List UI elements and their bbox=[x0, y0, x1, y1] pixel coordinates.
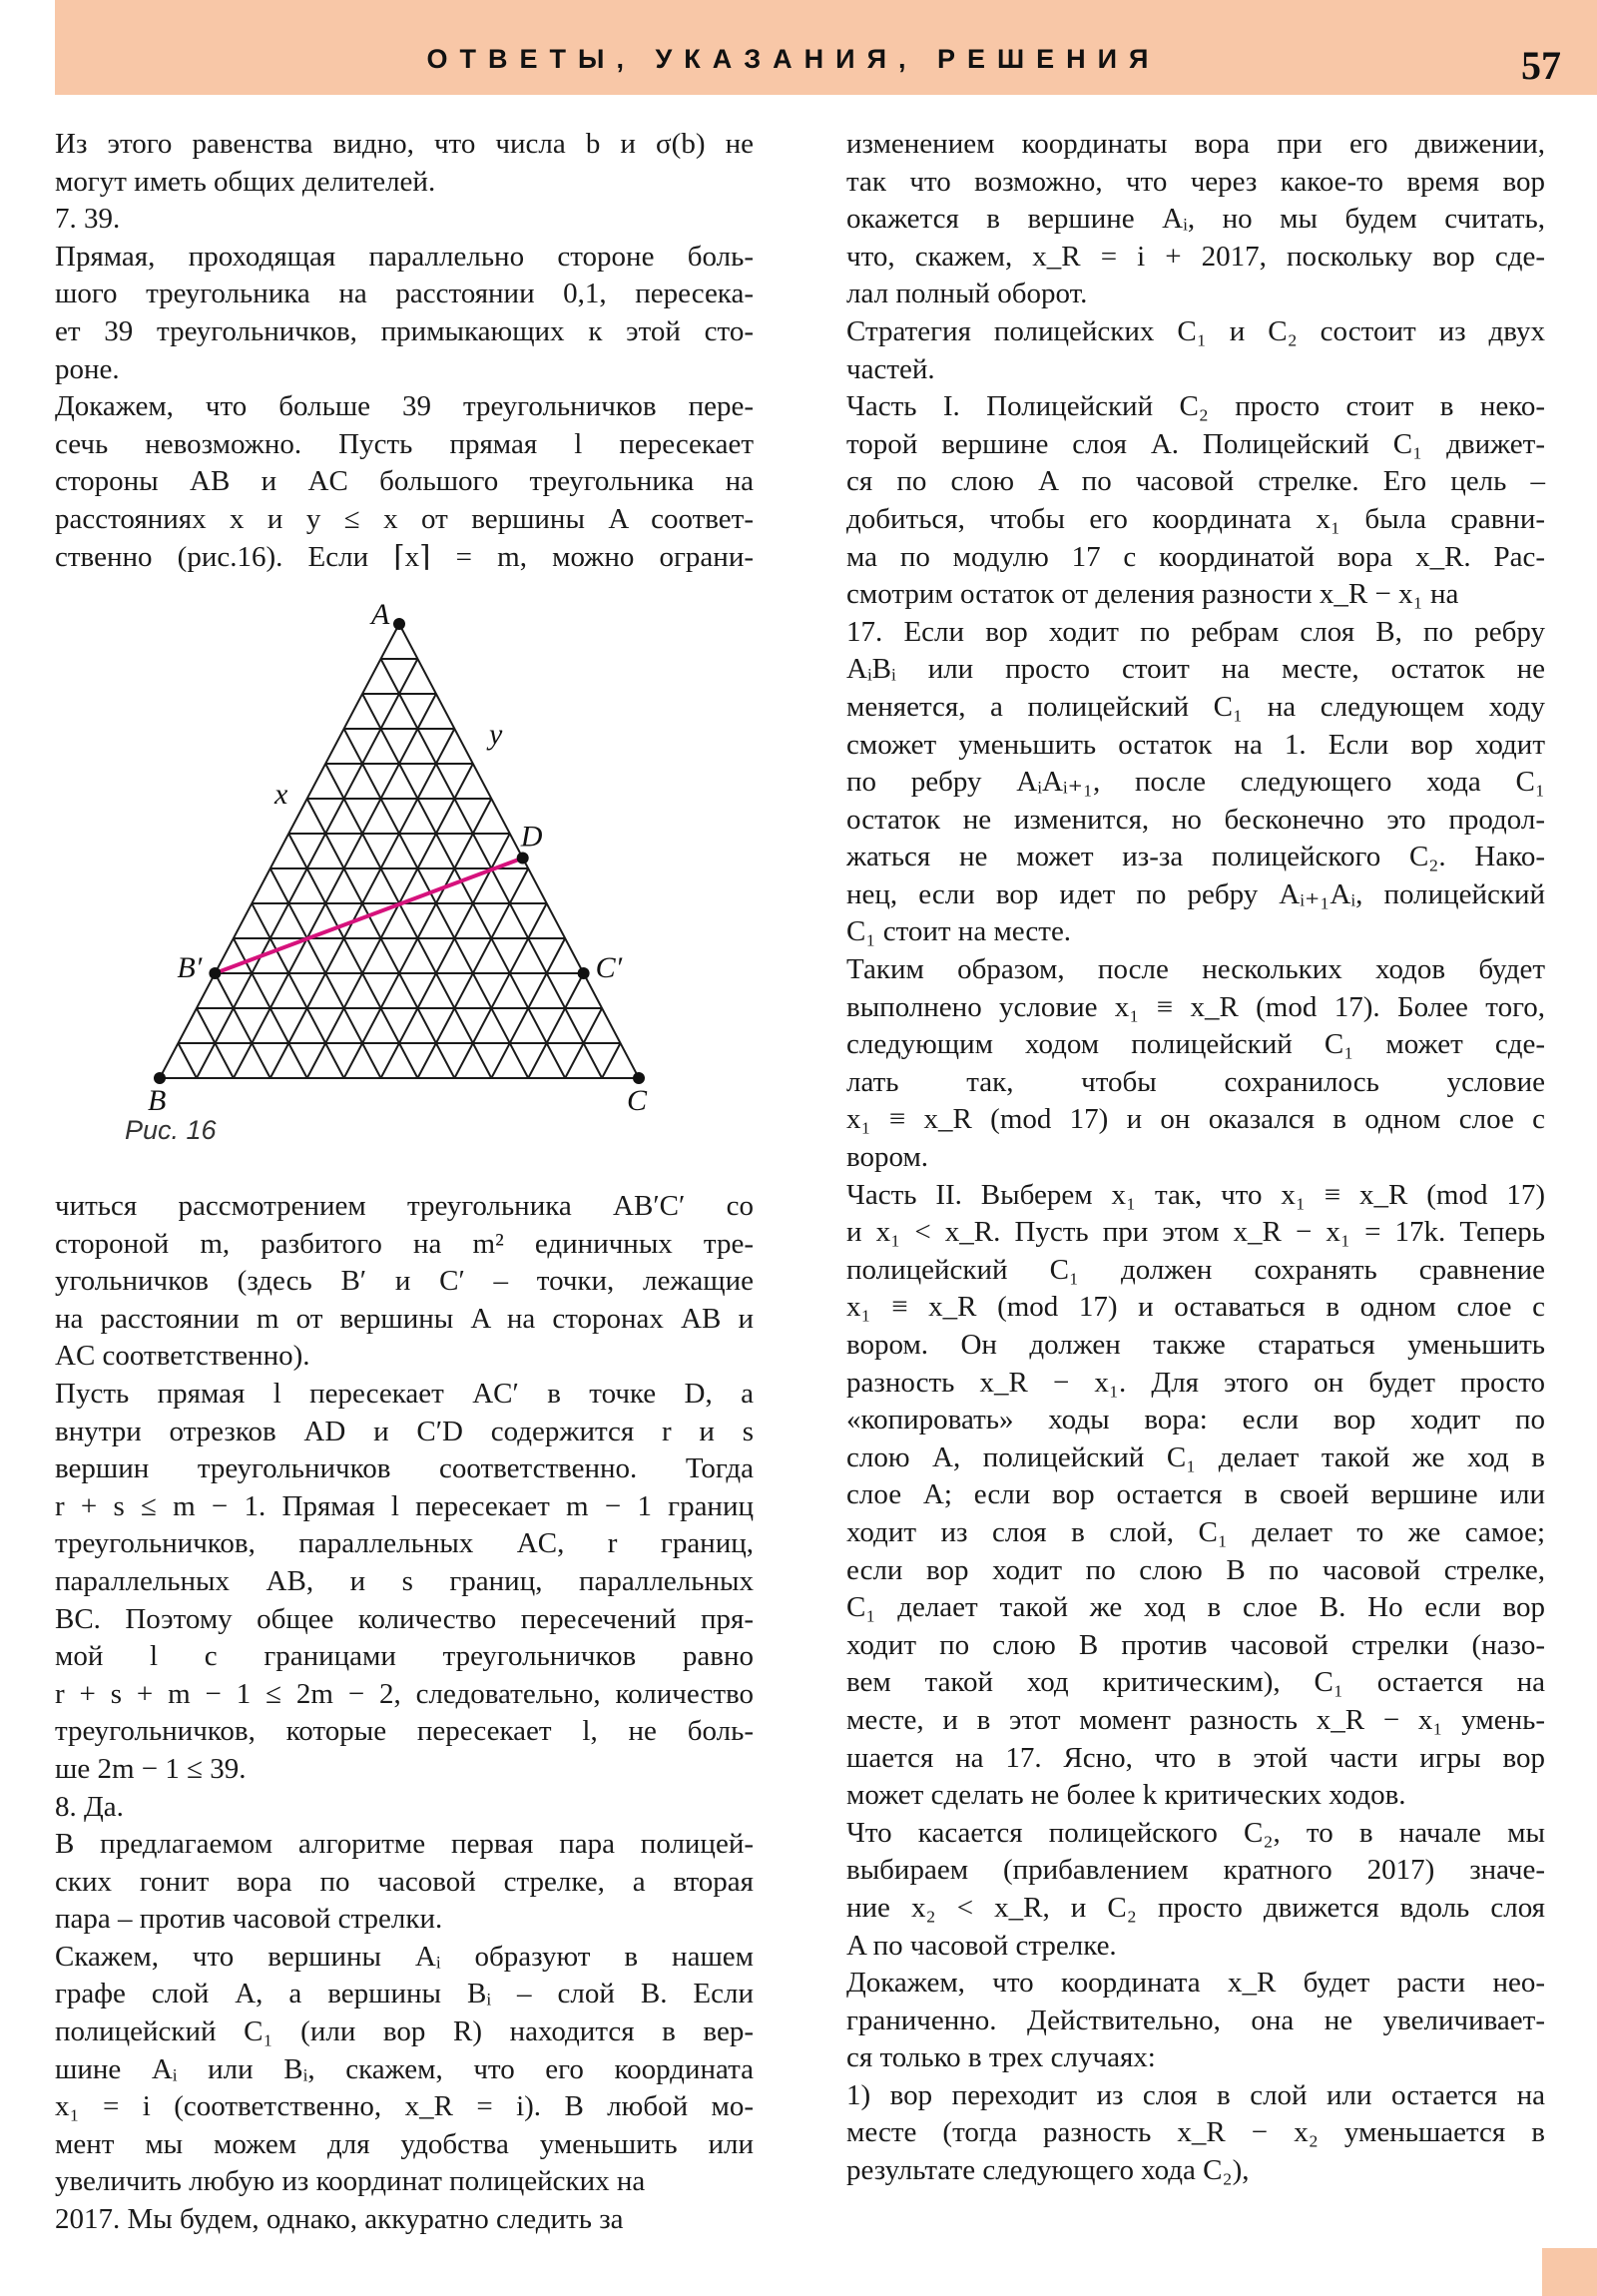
text-line: Стратегия полицейских C₁ и C₂ состоит из двух bbox=[846, 314, 1545, 347]
text-line: C₁ делает такой же ход в слое B. Но если вор bbox=[846, 1591, 1545, 1624]
text-line: ше 2m − 1 ≤ 39. bbox=[55, 1752, 247, 1785]
text-line: 7. 39. bbox=[55, 203, 121, 236]
grid-line bbox=[602, 1043, 620, 1078]
triangle-grid-diagram bbox=[120, 594, 719, 1113]
text-line: изменением координаты вора при его движении, bbox=[846, 128, 1545, 160]
text-line: ходит из слоя в слой, C₁ делает то же самое; bbox=[846, 1515, 1545, 1548]
label-x: x bbox=[274, 778, 288, 811]
label-C: C bbox=[627, 1084, 648, 1113]
text-line: слою A, полицейский C₁ делает такой же ход в bbox=[846, 1440, 1545, 1473]
text-line: добиться, чтобы его координата x₁ была сравни- bbox=[846, 502, 1545, 535]
text-line: 1) вор переходит из слоя в слой или остается на bbox=[846, 2078, 1545, 2111]
text-line: выбираем (прибавлением кратного 2017) значе- bbox=[846, 1854, 1545, 1887]
text-line: x₁ ≡ x_R (mod 17) и он оказался в одном слое с bbox=[846, 1103, 1545, 1136]
label-C-prime: C′ bbox=[595, 951, 623, 984]
text-line: ет 39 треугольничков, примыкающих к этой сто- bbox=[55, 314, 754, 347]
text-line: внутри отрезков AD и C′D содержится r и s bbox=[55, 1415, 754, 1447]
text-line: роне. bbox=[55, 352, 120, 385]
text-line: ственно (рис.16). Если ⌈x⌉ = m, можно ограни- bbox=[55, 540, 754, 573]
text-line: лал полный оборот. bbox=[846, 278, 1088, 310]
grid-line bbox=[178, 1043, 196, 1078]
text-line: полицейский C₁ должен сохранять сравнение bbox=[846, 1253, 1545, 1286]
text-line: Таким образом, после нескольких ходов будет bbox=[846, 953, 1545, 986]
text-line: Докажем, что больше 39 треугольничков пере- bbox=[55, 390, 754, 423]
text-line: Пусть прямая l пересекает AC′ в точке D, а bbox=[55, 1377, 754, 1410]
text-line: расстояниях x и y ≤ x от вершины A соответ- bbox=[55, 502, 754, 535]
text-line: частей. bbox=[846, 352, 935, 385]
grid-line bbox=[307, 764, 473, 1078]
text-line: результате следующего хода C₂), bbox=[846, 2154, 1250, 2187]
text-line: C₁ стоит на месте. bbox=[846, 915, 1072, 948]
header-title: ОТВЕТЫ, УКАЗАНИЯ, РЕШЕНИЯ bbox=[426, 44, 1161, 74]
text-line: смотрим остаток от деления разности x_R − x₁ на bbox=[846, 578, 1459, 611]
text-line: шине Aᵢ или Bᵢ, скажем, что его координата bbox=[55, 2052, 754, 2085]
text-line: ся по слою A по часовой стрелке. Его цель – bbox=[846, 465, 1545, 498]
text-line: мент мы можем для удобства уменьшить или bbox=[55, 2127, 754, 2160]
text-line: по ребру AᵢAᵢ₊₁, после следующего хода C₁ bbox=[846, 766, 1545, 799]
text-line: Часть II. Выберем x₁ так, что x₁ ≡ x_R (mod 17) bbox=[846, 1178, 1545, 1211]
text-line: слое A; если вор остается в своей вершине или bbox=[846, 1478, 1545, 1511]
text-line: сечь невозможно. Пусть прямая l пересекает bbox=[55, 427, 754, 460]
text-line: ских гонит вора по часовой стрелке, а вторая bbox=[55, 1865, 754, 1898]
point-B bbox=[154, 1072, 166, 1084]
page-number: 57 bbox=[1521, 43, 1561, 88]
grid-line bbox=[362, 694, 565, 1078]
label-B: B bbox=[148, 1084, 167, 1113]
text-line: окажется в вершине Aᵢ, но мы будем считать, bbox=[846, 203, 1545, 236]
text-line: торой вершине слоя A. Полицейский C₁ движет- bbox=[846, 427, 1545, 460]
text-line: x₁ ≡ x_R (mod 17) и оставаться в одном слое с bbox=[846, 1291, 1545, 1324]
text-line: треугольничков, параллельных AC, r границ, bbox=[55, 1527, 754, 1560]
text-line: может сделать не более k критических ходов. bbox=[846, 1779, 1406, 1812]
text-line: на расстоянии m от вершины A на сторонах AB и bbox=[55, 1302, 754, 1335]
text-line: разность x_R − x₁. Для этого он будет просто bbox=[846, 1366, 1545, 1399]
text-line: выполнено условие x₁ ≡ x_R (mod 17). Более того, bbox=[846, 990, 1545, 1023]
text-line: ма по модулю 17 с координатой вора x_R. Рас- bbox=[846, 540, 1545, 573]
text-line: шается на 17. Ясно, что в этой части игры вор bbox=[846, 1741, 1545, 1774]
text-line: графе слой A, а вершины Bᵢ – слой B. Если bbox=[55, 1978, 754, 2010]
text-line: полицейский C₁ (или вор R) находится в вер- bbox=[55, 2015, 754, 2048]
text-line: меняется, а полицейский C₁ на следующем ходу bbox=[846, 690, 1545, 723]
point-C-prime bbox=[578, 967, 590, 979]
text-line: r + s + m − 1 ≤ 2m − 2, следовательно, количество bbox=[55, 1677, 754, 1710]
text-line: x₁ = i (соответственно, x_R = i). В любой мо- bbox=[55, 2090, 754, 2123]
grid-line bbox=[399, 624, 639, 1078]
text-line: Что касается полицейского C₂, то в начале мы bbox=[846, 1816, 1545, 1849]
label-D: D bbox=[520, 820, 543, 854]
point-A bbox=[393, 618, 405, 630]
text-line: ние x₂ < x_R, и C₂ просто движется вдоль слоя bbox=[846, 1891, 1545, 1924]
text-line: стороной m, разбитого на m² единичных тре- bbox=[55, 1227, 754, 1260]
label-A: A bbox=[371, 598, 390, 631]
label-B-prime: B′ bbox=[177, 951, 203, 984]
text-line: что, скажем, x_R = i + 2017, поскольку вор сде- bbox=[846, 240, 1545, 273]
grid-line bbox=[454, 903, 546, 1078]
text-line: мой l с границами треугольничков равно bbox=[55, 1640, 754, 1673]
text-line: если вор ходит по слою B по часовой стрелке, bbox=[846, 1553, 1545, 1586]
text-line: нец, если вор идет по ребру Aᵢ₊₁Aᵢ, полицейский bbox=[846, 877, 1545, 910]
text-line: Скажем, что вершины Aᵢ образуют в нашем bbox=[55, 1940, 754, 1973]
text-line: граниченно. Действительно, она не увеличивает- bbox=[846, 2004, 1545, 2036]
text-line: ся только в трех случаях: bbox=[846, 2041, 1156, 2074]
text-line: читься рассмотрением треугольника AB′C′ со bbox=[55, 1190, 754, 1222]
grid-line bbox=[234, 694, 436, 1078]
text-line: r + s ≤ m − 1. Прямая l пересекает m − 1 границ bbox=[55, 1489, 754, 1522]
text-line: стороны AB и AC большого треугольника на bbox=[55, 465, 754, 498]
text-line: 17. Если вор ходит по ребрам слоя B, по ребру bbox=[846, 615, 1545, 648]
grid-line bbox=[288, 834, 417, 1078]
text-line: 2017. Мы будем, однако, аккуратно следить за bbox=[55, 2203, 624, 2236]
text-line: увеличить любую из координат полицейских на bbox=[55, 2165, 646, 2198]
point-D bbox=[517, 853, 529, 864]
text-line: шого треугольника на расстоянии 0,1, пересека- bbox=[55, 278, 754, 310]
text-line: ходит по слою B против часовой стрелки (назо- bbox=[846, 1628, 1545, 1661]
text-line: треугольничков, которые пересекает l, не боль- bbox=[55, 1715, 754, 1748]
left-column-top bbox=[55, 126, 754, 576]
text-line: 8. Да. bbox=[55, 1790, 124, 1823]
text-line: BC. Поэтому общее количество пересечений пря- bbox=[55, 1602, 754, 1635]
text-line: параллельных AB, и s границ, параллельных bbox=[55, 1564, 754, 1597]
text-line: лать так, чтобы сохранилось условие bbox=[846, 1065, 1545, 1098]
text-line: месте, и в этот момент разность x_R − x₁ умень- bbox=[846, 1703, 1545, 1736]
text-line: Прямая, проходящая параллельно стороне боль- bbox=[55, 240, 754, 273]
text-line: вором. Он должен также стараться уменьшить bbox=[846, 1329, 1545, 1361]
text-line: сможет уменьшить остаток на 1. Если вор ходит bbox=[846, 728, 1545, 761]
page-corner-tab bbox=[1542, 2248, 1597, 2296]
grid-line bbox=[160, 624, 399, 1078]
text-line: вершин треугольничков соответственно. Тогда bbox=[55, 1452, 754, 1485]
text-line: Часть I. Полицейский C₂ просто стоит в неко- bbox=[846, 390, 1545, 423]
point-B-prime bbox=[209, 967, 221, 979]
figure-caption: Рис. 16 bbox=[125, 1115, 217, 1145]
text-line: остаток не изменится, но бесконечно это продол- bbox=[846, 803, 1545, 836]
text-line: AᵢBᵢ или просто стоит на месте, остаток не bbox=[846, 653, 1545, 686]
text-line: «копировать» ходы вора: если вор ходит по bbox=[846, 1404, 1545, 1436]
text-line: жаться не может из-за полицейского C₂. Нако- bbox=[846, 841, 1545, 873]
text-line: угольничков (здесь B′ и C′ – точки, лежащие bbox=[55, 1265, 754, 1298]
line-l bbox=[215, 859, 522, 974]
right-column bbox=[846, 126, 1545, 2190]
text-line: и x₁ < x_R. Пусть при этом x_R − x₁ = 17k. Теперь bbox=[846, 1216, 1545, 1249]
page-header bbox=[55, 0, 1597, 95]
text-line: могут иметь общих делителей. bbox=[55, 165, 436, 198]
text-line: так что возможно, что через какое-то время вор bbox=[846, 165, 1545, 198]
text-line: вором. bbox=[846, 1141, 929, 1174]
text-line: Докажем, что координата x_R будет расти нео- bbox=[846, 1967, 1545, 2000]
text-line: следующим ходом полицейский C₁ может сде- bbox=[846, 1028, 1545, 1061]
text-line: пара – против часовой стрелки. bbox=[55, 1903, 443, 1936]
label-y: y bbox=[489, 718, 503, 751]
point-C bbox=[633, 1072, 645, 1084]
left-column-bottom bbox=[55, 1188, 754, 2239]
text-line: AC соответственно). bbox=[55, 1340, 310, 1373]
text-line: A по часовой стрелке. bbox=[846, 1929, 1117, 1962]
text-line: В предлагаемом алгоритме первая пара полицей- bbox=[55, 1828, 754, 1861]
text-line: Из этого равенства видно, что числа b и σ(b) не bbox=[55, 128, 754, 160]
text-line: вем такой ход критическим), C₁ остается на bbox=[846, 1666, 1545, 1699]
text-line: месте (тогда разность x_R − x₂ уменьшается в bbox=[846, 2116, 1545, 2149]
figure-16 bbox=[120, 594, 719, 1173]
